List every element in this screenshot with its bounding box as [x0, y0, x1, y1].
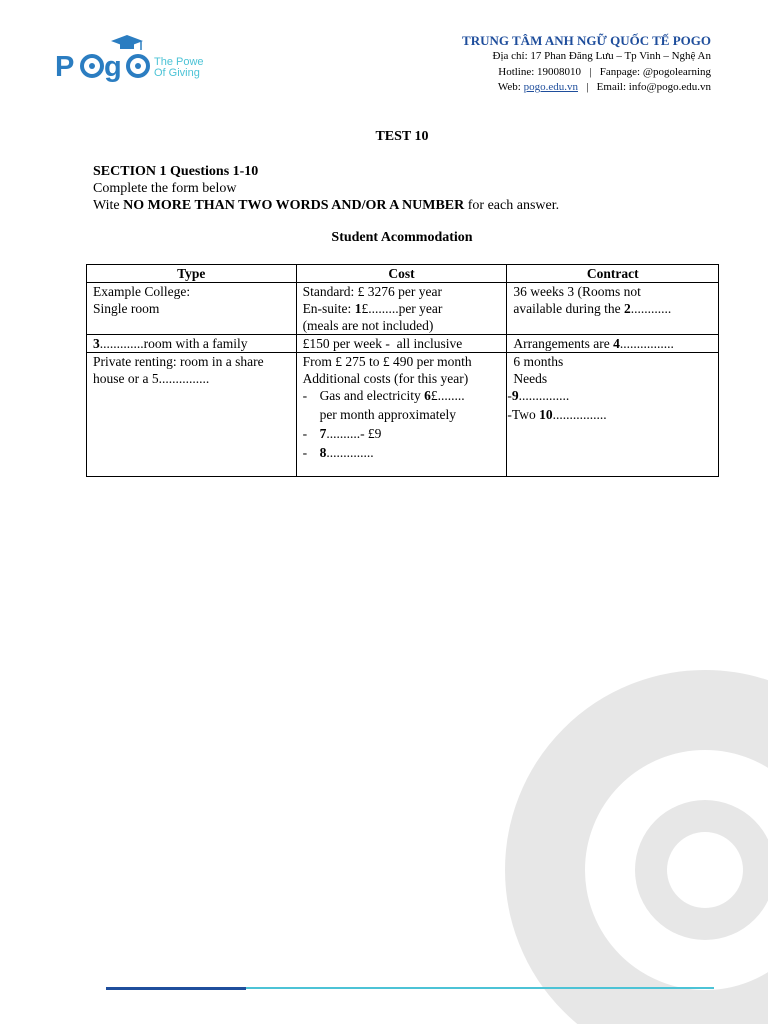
logo-tagline-1: The Powe: [154, 56, 204, 68]
question-3-number: 3: [93, 336, 100, 351]
question-10-number: 10: [539, 407, 553, 422]
table-row: [87, 283, 719, 335]
header-cost: Cost: [296, 265, 507, 283]
bullet-item: - 7..........- £9: [302, 426, 382, 441]
question-7-number: 7: [319, 426, 327, 441]
org-name: TRUNG TÂM ANH NGỮ QUỐC TẾ POGO: [462, 33, 711, 48]
table-row: [87, 353, 719, 477]
cell-type: Example College: Single room: [87, 283, 297, 335]
cell-contract: 6 months Needs -9............... -Two 10................: [507, 353, 719, 477]
header-contact-block: [462, 33, 711, 96]
question-1-number: 1: [354, 301, 362, 316]
cell-contract: 36 weeks 3 (Rooms not available during the 2............: [507, 283, 719, 335]
address: Địa chỉ: 17 Phan Đăng Lưu – Tp Vinh – Nghệ An: [492, 50, 711, 62]
question-8-number: 8: [319, 445, 327, 460]
accommodation-table: [86, 264, 719, 477]
pogo-logo: [55, 28, 235, 88]
logo-tagline-2: Of Giving: [154, 67, 200, 79]
test-title: TEST 10: [375, 129, 429, 144]
question-9-number: 9: [511, 388, 519, 403]
section-instructions: [93, 163, 559, 214]
bullet-item: - 8..............: [302, 445, 374, 460]
cell-cost: £150 per week - all inclusive: [296, 335, 507, 353]
footer-divider: [106, 987, 714, 990]
question-2-number: 2: [624, 301, 631, 316]
svg-text:P: P: [55, 51, 75, 83]
question-6-number: 6: [424, 388, 431, 403]
question-4-number: 4: [613, 336, 620, 351]
cell-cost: Standard: £ 3276 per year En-suite: 1£.........per year (meals are not included): [296, 283, 507, 335]
cell-cost: From £ 275 to £ 490 per month Additional costs (for this year) - Gas and electricity 6£........ per month approximately - 7..........- £9 - 8..............: [296, 353, 507, 477]
cell-type: 3.............room with a family: [87, 335, 297, 353]
cell-contract: Arrangements are 4................: [507, 335, 719, 353]
table-row: [87, 335, 719, 353]
header-type: Type: [87, 265, 297, 283]
web-link[interactable]: pogo.edu.vn: [523, 81, 578, 93]
bullet-item: - Gas and electricity 6£........ per month approximately: [302, 388, 465, 422]
instruction-word-limit: Wite NO MORE THAN TWO WORDS AND/OR A NUMBER for each answer.: [93, 198, 560, 213]
svg-text:g: g: [104, 51, 122, 83]
hotline-fanpage: Hotline: 19008010 | Fanpage: @pogolearning: [498, 65, 711, 78]
header-contract: Contract: [507, 265, 719, 283]
cell-type: Private renting: room in a share house or a 5...............: [87, 353, 297, 477]
instruction-complete: Complete the form below: [93, 181, 237, 196]
section-heading: SECTION 1 Questions 1-10: [93, 164, 259, 179]
table-header-row: [87, 265, 719, 283]
table-title: Student Acommodation: [331, 230, 473, 245]
web-email: Web: pogo.edu.vn | Email: info@pogo.edu.vn: [497, 81, 711, 93]
